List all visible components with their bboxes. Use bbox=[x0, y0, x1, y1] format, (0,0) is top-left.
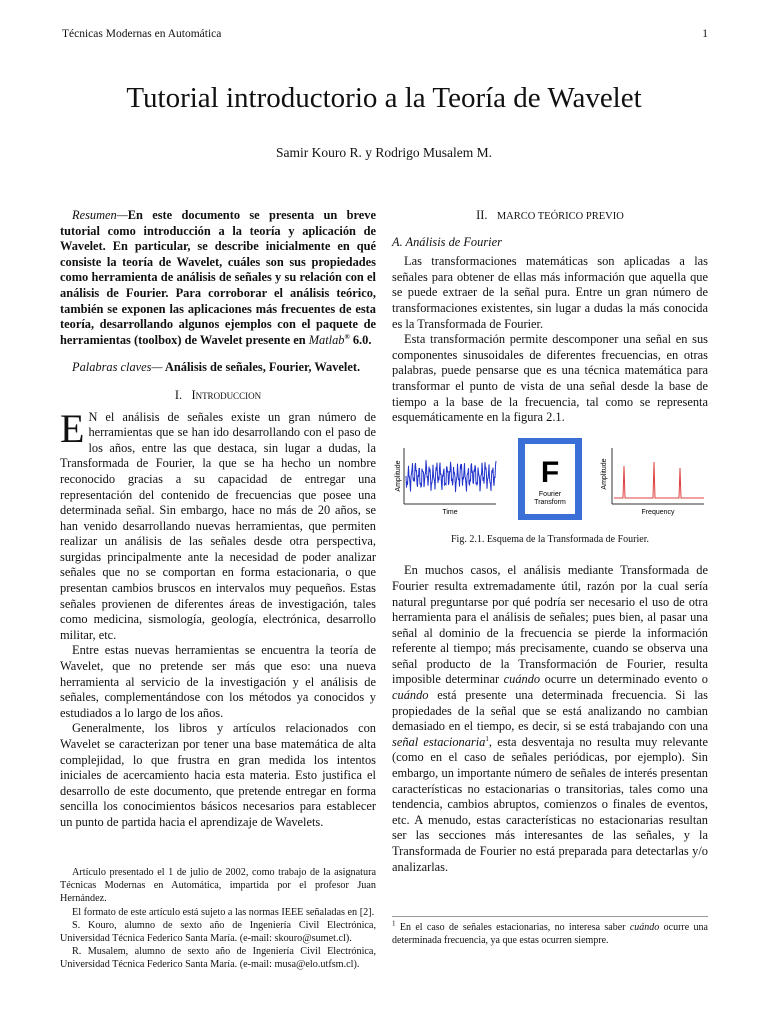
section-2-title: MARCO TEÓRICO PREVIO bbox=[496, 211, 624, 222]
section-2-para-1: Las transformaciones matemáticas son aplicadas a las señales para obtener de ellas más información que aquella que se puede extraer de la señal pura. Entre un gran número de transformaciones existentes, sin lugar a dudas la más conocida es la Transformada de Fourier. bbox=[392, 254, 708, 331]
para-3-part-b: ocurre un determinado evento o bbox=[540, 672, 708, 687]
fourier-schematic bbox=[392, 438, 708, 526]
section-1-para-2: Entre estas nuevas herramientas se encuentra la teoría de Wavelet, que no pretende ser más que eso: una nueva herramienta al servicio de la investigación y el análisis de señales, complementándose con los métodos ya conocidos y estudiados a lo largo de los años. bbox=[60, 643, 376, 720]
section-2-numeral: II. bbox=[476, 208, 488, 222]
keywords-text: Análisis de señales, Fourier, Wavelet. bbox=[162, 360, 361, 375]
dropcap-letter: E bbox=[60, 405, 85, 451]
para-3-part-a: En muchos casos, el análisis mediante Transformada de Fourier resulta extremadamente útil, razón por la cual sería natural preguntarse por qué podría ser necesario el uso de otra herramienta para el análisis de señales; pues bien, al pasar una señal al dominio de la frecuencia se pierde la información referente al tiempo; más precisamente, cuando se observa una señal producto de la Transformación de Fourier, resulta imposible determinar bbox=[392, 563, 708, 687]
section-2-para-3 bbox=[392, 563, 708, 875]
footnote-received: Artículo presentado el 1 de julio de 2002, como trabajo de la asignatura Técnicas Modernas en Automática, impartida por el profesor Juan Hernández. bbox=[60, 867, 376, 905]
para-3-senal-estacionaria: señal estacionaria bbox=[392, 734, 486, 749]
abstract-matlab: Matlab bbox=[308, 332, 345, 347]
keywords bbox=[60, 360, 376, 376]
footnote-mark: 1 bbox=[485, 734, 489, 743]
transform-caption-2: Transform bbox=[534, 498, 566, 506]
figure-2-1 bbox=[392, 438, 708, 526]
footnote-author-1: S. Kouro, alumno de sexto año de Ingeniería Civil Electrónica, Universidad Técnica Federico Santa María. (e-mail: skouro@sumet.cl). bbox=[60, 919, 376, 945]
abstract-text: En este documento se presenta un breve tutorial como introducción a la teoría y aplicación de Wavelet. En particular, se describe inicialmente en qué consiste la teoría de Wavelet, cuáles son sus propiedades como herramienta de análisis de señales y su relación con el análisis de Fourier. Para corroborar el análisis teórico, también se exponen las aplicaciones más frecuentes de esta teoría, desarrollando algunos ejemplos con el paquete de herramientas (toolbox) de Wavelet presente en bbox=[60, 208, 376, 347]
right-footnote-text-a: En el caso de señales estacionarias, no interesa saber bbox=[395, 922, 630, 933]
frequency-spectrum bbox=[614, 462, 704, 498]
keywords-label: Palabras claves— bbox=[72, 360, 163, 375]
right-footnote bbox=[392, 916, 708, 947]
para-3-cuando-1: cuándo bbox=[503, 672, 541, 687]
abstract-registered: ® bbox=[344, 332, 350, 341]
abstract-version: 6.0. bbox=[349, 332, 372, 347]
left-footnotes bbox=[60, 866, 376, 972]
section-1-numeral: I. bbox=[174, 387, 183, 402]
right-footnote-text-b: ocurre una determinada frecuencia, ya que estas ocurren siempre. bbox=[392, 922, 708, 946]
section-2-heading bbox=[392, 208, 708, 225]
left-column bbox=[60, 208, 376, 831]
page-number: 1 bbox=[702, 28, 708, 40]
subsection-a-heading: A. Análisis de Fourier bbox=[392, 234, 502, 249]
transform-letter: F bbox=[540, 455, 560, 489]
paper-authors: Samir Kouro R. y Rodrigo Musalem M. bbox=[276, 145, 492, 160]
section-1-para-1-text: N el análisis de señales existe un gran número de herramientas que se han ido desarrollando con el paso de los años, entre las que destaca, sin lugar a dudas, la Transformada de Fourier, la que se ha hecho un nombre reconocido gracias a su capacidad de entregar una representación del contenido de frecuencias que posee una determinada señal. Sin embargo, hace no más de 20 años, se han venido desarrollando nuevas herramientas, que permiten realizar un análisis de las señales desde otra perspectiva, surgidas principalmente ante la necesidad de poder analizar señales que no se comportan en forma estacionaria, o que presentan cambios bruscos en intervalos muy pequeños. Estas señales provienen de diferentes áreas de investigación, tales como medicina, sismología, geología, electrónica, desarrollo militar, etc. bbox=[60, 409, 376, 642]
section-1-para-3: Generalmente, los libros y artículos relacionados con Wavelet se caracterizan por tener una base matemática de alta complejidad, lo que frustra en gran medida los intentos iniciales de acercamiento hacia esta materia. Esto justifica el desarrollo de este documento, que pretende entregar en forma sencilla los conocimientos básicos necesarios para establecer un punto de partida hacia el aprendizaje de Wavelets. bbox=[60, 721, 376, 829]
para-3-part-d: , esta desventaja no resulta muy relevante (como en el caso de señales periódicas, por ejemplo). Sin embargo, un importante número de señales de interés presentan características no estacionarias o transitorias, tales como una tendencia, cambios abruptos, comienzos o finales de eventos, etc. A menudo, estas características no estacionarias resultan ser las secciones más interesantes de las señales, y la Transformada de Fourier no está preparada para detectarlas y/o analizarlas. bbox=[392, 734, 708, 874]
para-3-cuando-2: cuándo bbox=[392, 688, 429, 703]
abstract-label: Resumen— bbox=[72, 208, 128, 222]
paper-title: Tutorial introductorio a la Teoría de Wavelet bbox=[126, 82, 642, 114]
right-xlabel: Frequency bbox=[641, 508, 675, 516]
running-header: Técnicas Modernas en Automática bbox=[62, 28, 222, 40]
right-footnote-cuando: cuándo bbox=[629, 922, 660, 933]
footnote-format: El formato de este artículo está sujeto a las normas IEEE señaladas en [2]. bbox=[72, 906, 375, 918]
abstract bbox=[60, 208, 376, 348]
section-1-para-1 bbox=[60, 405, 376, 644]
right-ylabel: Amplitude bbox=[601, 458, 608, 490]
right-column bbox=[392, 208, 708, 875]
right-footnote-mark: 1 bbox=[392, 919, 396, 928]
footnote-author-2: R. Musalem, alumno de sexto año de Ingeniería Civil Electrónica, Universidad Técnica Federico Santa María. (e-mail: musa@elo.utfsm.cl). bbox=[60, 946, 376, 971]
section-1-heading bbox=[60, 388, 376, 404]
left-xlabel: Time bbox=[442, 508, 458, 516]
figure-caption: Fig. 2.1. Esquema de la Transformada de Fourier. bbox=[450, 533, 650, 545]
para-3-part-c: está presente una determinada frecuencia. Si las propiedades de la señal que se está analizando no cambian demasiado en el tiempo, es decir, si se está trabajando con una bbox=[392, 688, 708, 734]
transform-caption-1: Fourier bbox=[538, 490, 562, 498]
time-signal bbox=[406, 460, 496, 492]
left-ylabel: Amplitude bbox=[395, 460, 402, 492]
section-1-title: Introduccion bbox=[191, 387, 262, 402]
section-2-para-2: Esta transformación permite descomponer una señal en sus componentes sinusoidales de diferentes frecuencias, en otras palabras, puede pensarse que es una técnica matemática para transformar el punto de vista de una señal desde la base de tiempo a la base de la frecuencia, tal como se representa esquemáticamente en la figura 2.1. bbox=[392, 332, 708, 425]
